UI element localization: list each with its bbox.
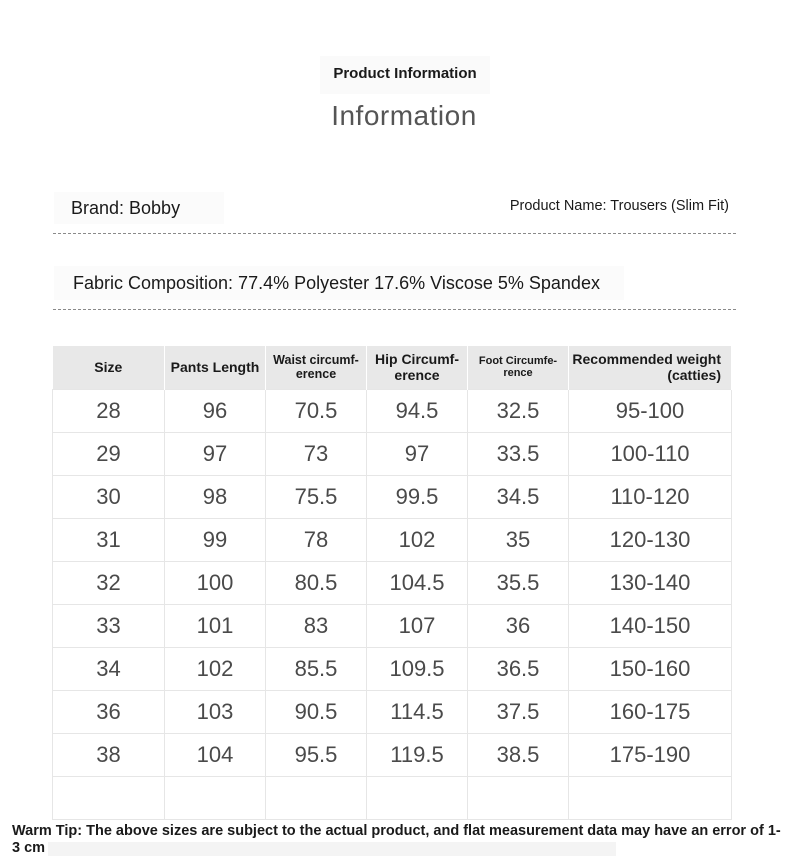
table-row: [53, 475, 732, 518]
table-cell: 130-140: [569, 561, 732, 604]
table-cell: 99: [165, 518, 266, 561]
table-cell: 33.5: [468, 432, 569, 475]
table-cell: 160-175: [569, 690, 732, 733]
product-information-title: Product Information: [320, 56, 490, 94]
tip-underlay: [48, 842, 616, 856]
table-cell: 29: [53, 432, 165, 475]
table-cell: 35: [468, 518, 569, 561]
table-cell: 37.5: [468, 690, 569, 733]
table-cell: 75.5: [266, 475, 367, 518]
table-cell: 32: [53, 561, 165, 604]
table-cell: 120-130: [569, 518, 732, 561]
table-cell: 35.5: [468, 561, 569, 604]
header-recommended-weight: Recommended weight (catties): [569, 346, 732, 389]
table-cell: 38.5: [468, 733, 569, 776]
table-cell: 85.5: [266, 647, 367, 690]
table-cell: 107: [367, 604, 468, 647]
table-cell: 119.5: [367, 733, 468, 776]
table-row: [53, 432, 732, 475]
table-row: [53, 561, 732, 604]
table-cell: 28: [53, 389, 165, 432]
warm-tip: Warm Tip: The above sizes are subject to the actual product, and flat measurement data may have an error of 1-3 cm: [12, 823, 781, 856]
table-cell: 114.5: [367, 690, 468, 733]
table-row-empty: [53, 776, 732, 819]
table-cell: 90.5: [266, 690, 367, 733]
table-cell: 94.5: [367, 389, 468, 432]
table-cell: 97: [367, 432, 468, 475]
header-foot: Foot Circumfe- rence: [468, 346, 569, 389]
table-cell: 32.5: [468, 389, 569, 432]
table-cell: 73: [266, 432, 367, 475]
table-cell: 36.5: [468, 647, 569, 690]
table-cell: 83: [266, 604, 367, 647]
table-cell: 101: [165, 604, 266, 647]
table-row: [53, 733, 732, 776]
header-hip: Hip Circumf- erence: [367, 346, 468, 389]
header-pants-length: Pants Length: [165, 346, 266, 389]
fabric-composition: Fabric Composition: 77.4% Polyester 17.6% Viscose 5% Spandex: [54, 266, 624, 300]
table-cell: 95.5: [266, 733, 367, 776]
table-cell: 30: [53, 475, 165, 518]
table-cell-empty: [266, 776, 367, 819]
table-cell: 140-150: [569, 604, 732, 647]
table-cell: 95-100: [569, 389, 732, 432]
table-cell: 100: [165, 561, 266, 604]
table-cell-empty: [367, 776, 468, 819]
table-cell: 110-120: [569, 475, 732, 518]
table-cell: 104: [165, 733, 266, 776]
table-cell: 103: [165, 690, 266, 733]
table-cell: 109.5: [367, 647, 468, 690]
table-cell: 78: [266, 518, 367, 561]
table-cell: 104.5: [367, 561, 468, 604]
table-cell: 38: [53, 733, 165, 776]
table-cell: 80.5: [266, 561, 367, 604]
table-cell-empty: [165, 776, 266, 819]
table-row: [53, 647, 732, 690]
dashed-divider: [53, 309, 736, 310]
size-table: [52, 346, 732, 820]
header-size: Size: [53, 346, 165, 389]
table-cell: 31: [53, 518, 165, 561]
table-cell: 150-160: [569, 647, 732, 690]
table-cell: 97: [165, 432, 266, 475]
table-cell: 100-110: [569, 432, 732, 475]
table-cell: 33: [53, 604, 165, 647]
table-cell: 99.5: [367, 475, 468, 518]
product-name-label: Product Name: Trousers (Slim Fit): [509, 198, 729, 214]
table-row: [53, 690, 732, 733]
table-header-row: [53, 346, 732, 389]
dashed-divider: [53, 233, 736, 234]
table-row: [53, 518, 732, 561]
table-cell-empty: [53, 776, 165, 819]
table-cell: 98: [165, 475, 266, 518]
table-row: [53, 389, 732, 432]
table-cell: 102: [165, 647, 266, 690]
header-waist: Waist circumf- erence: [266, 346, 367, 389]
information-heading: Information: [331, 100, 477, 131]
table-cell: 102: [367, 518, 468, 561]
table-cell: 36: [53, 690, 165, 733]
table-cell: 70.5: [266, 389, 367, 432]
table-cell: 175-190: [569, 733, 732, 776]
table-cell: 34.5: [468, 475, 569, 518]
table-cell: 36: [468, 604, 569, 647]
table-row: [53, 604, 732, 647]
table-cell-empty: [569, 776, 732, 819]
table-cell: 34: [53, 647, 165, 690]
table-cell: 96: [165, 389, 266, 432]
table-cell-empty: [468, 776, 569, 819]
brand-label: Brand: Bobby: [54, 192, 224, 224]
